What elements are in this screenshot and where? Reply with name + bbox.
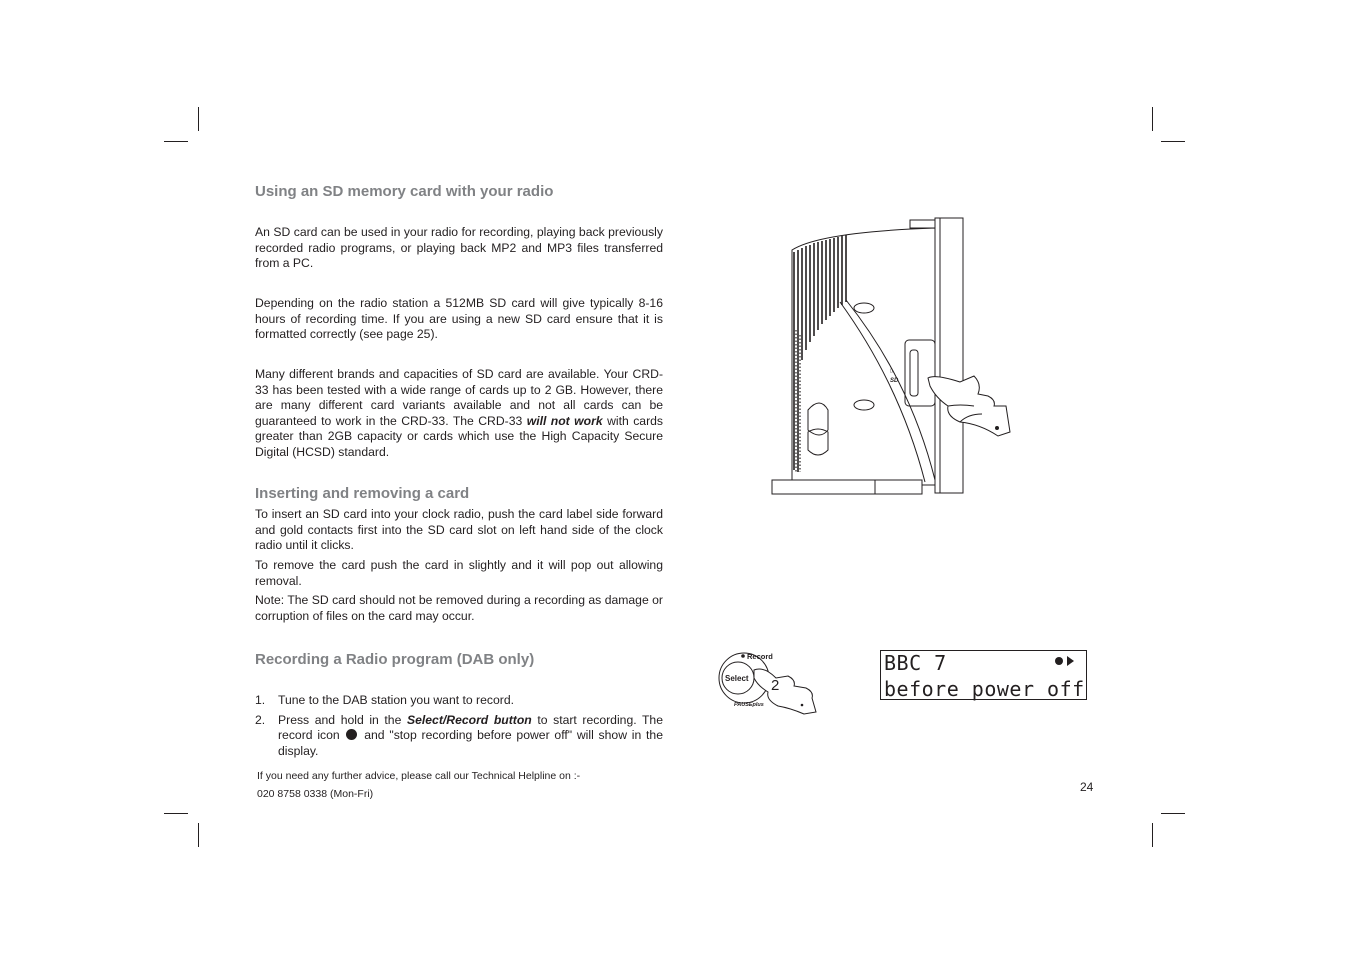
crop-mark (1161, 141, 1185, 142)
step-number: 2 (771, 677, 780, 694)
record-dot-icon (1055, 657, 1063, 665)
sd-logo: SD (890, 378, 899, 384)
select-record-button-illustration (714, 650, 824, 718)
radio-side-illustration (760, 210, 1030, 510)
paragraph-note: Note: The SD card should not be removed during a recording as damage or corruption of files on the card may occur. (255, 593, 663, 623)
paragraph-remove-card: To remove the card push the card in slightly and it will pop out allowing removal. (255, 558, 663, 588)
crop-mark (164, 141, 188, 142)
list-item: 1. Tune to the DAB station you want to record. (255, 693, 514, 707)
crop-mark (1161, 813, 1185, 814)
sd-label-tag: ▯ (890, 368, 893, 374)
paragraph-sd-intro: An SD card can be used in your radio for recording, playing back previously recorded radio programs, or playing back MP2 and MP3 files transferred from a PC. (255, 225, 663, 270)
select-label: Select (725, 674, 749, 683)
emphasis-will-not-work: will not work (526, 413, 603, 428)
paragraph-insert-card: To insert an SD card into your clock radio, push the card label side forward and gold contacts first into the SD card slot on left hand side of the clock radio until it clicks. (255, 507, 663, 552)
section-title-inserting: Inserting and removing a card (255, 485, 470, 502)
section-title-recording: Recording a Radio program (DAB only) (255, 651, 535, 668)
footer-phone: 020 8758 0338 (Mon-Fri) (257, 788, 374, 800)
emphasis-select-record: Select/Record button (406, 712, 532, 727)
section-title-sd-card: Using an SD memory card with your radio (255, 183, 554, 200)
crop-mark (1152, 823, 1153, 847)
footer-helpline: If you need any further advice, please call our Technical Helpline on :- (257, 770, 581, 782)
recording-steps (255, 693, 663, 763)
record-dot-icon (741, 654, 745, 658)
crop-mark (1152, 107, 1153, 131)
paragraph-sd-recording-time: Depending on the radio station a 512MB SD card will give typically 8-16 hours of recording time. If you are using a new SD card ensure that it is formatted correctly (see page 25). (255, 296, 663, 341)
paragraph-sd-compatibility: Many different brands and capacities of SD card are available. Your CRD-33 has been tested with a wide range of cards up to 2 GB. However, there are many different card variants available and not all cards can be guaranteed to work in the CRD-33. The CRD-33 will not work with cards greater than 2GB capacity or cards which use the High Capacity Secure Digital (HCSD) standard. (255, 367, 663, 459)
record-label: Record (747, 652, 773, 661)
display-line-2: before power off (884, 677, 1085, 701)
record-play-icons (1054, 655, 1076, 667)
list-item: 2. Press and hold in the Select/Record button to start recording. The record icon and "stop recording before power off" will show in the display. (255, 712, 663, 758)
play-icon (1067, 656, 1074, 666)
display-line-1: BBC 7 (884, 651, 947, 675)
crop-mark (164, 813, 188, 814)
record-dot-icon (346, 729, 357, 740)
pauseplus-logo: PAUSEplus (734, 702, 764, 708)
lcd-display (880, 650, 1087, 700)
crop-mark (198, 107, 199, 131)
page-number: 24 (1080, 780, 1094, 794)
crop-mark (198, 823, 199, 847)
